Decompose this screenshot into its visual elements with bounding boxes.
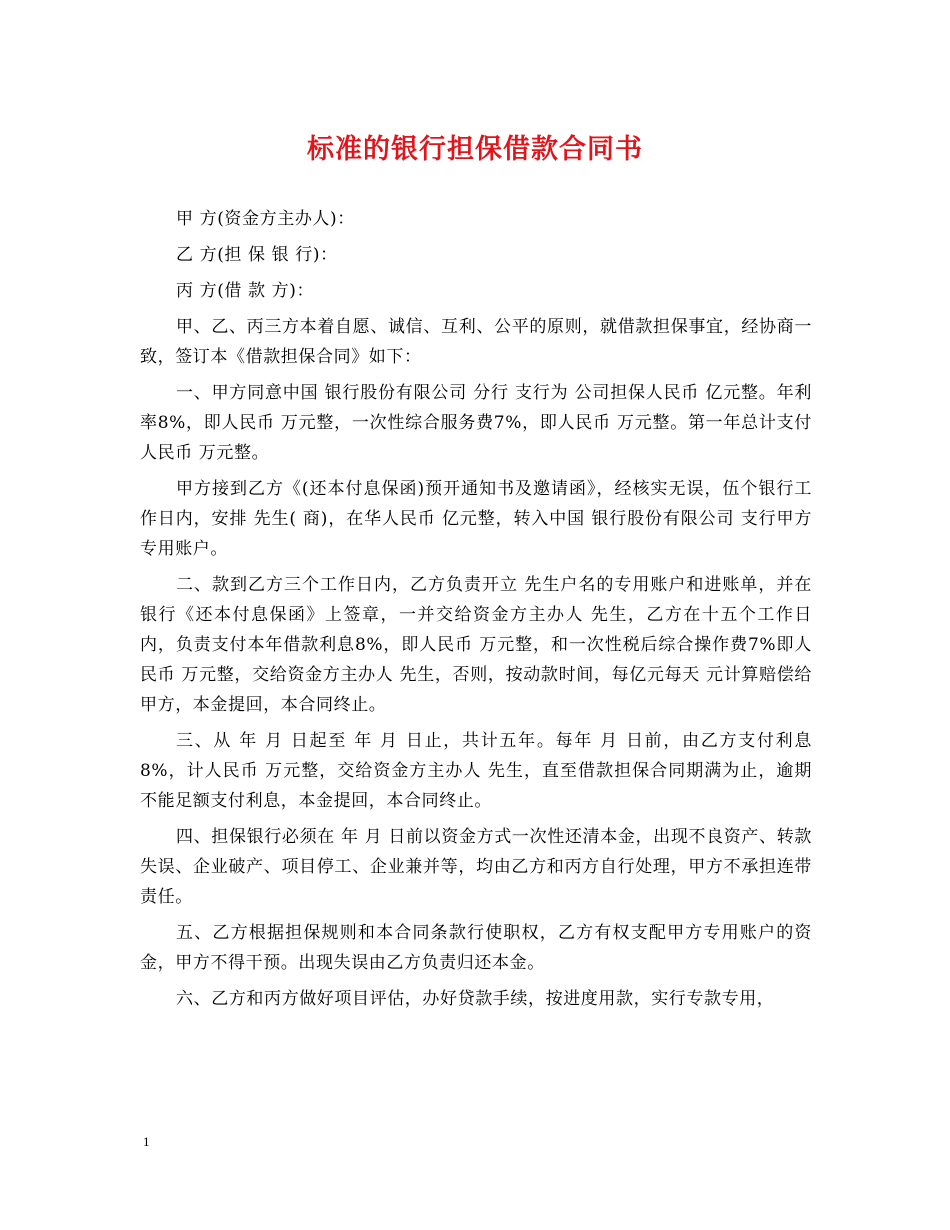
party-b-line: 乙 方(担 保 银 行)： xyxy=(176,245,338,265)
clause-1-continued-paragraph: 甲方接到乙方《(还本付息保函)预开通知书及邀请函》，经核实无误，伍个银行工作日内，安排 先生( 商)，在华人民币 亿元整，转入中国 银行股份有限公司 支行甲方专用账户。 xyxy=(140,479,812,559)
clause-5-paragraph: 五、乙方根据担保规则和本合同条款行使职权，乙方有权支配甲方专用账户的资金，甲方不得干预。出现失误由乙方负责归还本金。 xyxy=(140,923,812,973)
page-number: 1 xyxy=(143,1134,150,1149)
clause-6-paragraph: 六、乙方和丙方做好项目评估，办好贷款手续，按进度用款，实行专款专用， xyxy=(176,989,775,1009)
clause-1-paragraph: 一、甲方同意中国 银行股份有限公司 分行 支行为 公司担保人民币 亿元整。年利率8%，即人民币 万元整，一次性综合服务费7%，即人民币 万元整。第一年总计支付人民币 万元整。 xyxy=(140,383,812,463)
clause-4-paragraph: 四、担保银行必须在 年 月 日前以资金方式一次性还清本金，出现不良资产、转款失误、企业破产、项目停工、企业兼并等，均由乙方和丙方自行处理，甲方不承担连带责任。 xyxy=(140,827,812,907)
document-title: 标准的银行担保借款合同书 xyxy=(307,134,643,165)
clause-2-paragraph: 二、款到乙方三个工作日内，乙方负责开立 先生户名的专用账户和进账单，并在银行《还本付息保函》上签章，一并交给资金方主办人 先生，乙方在十五个工作日内，负责支付本年借款利息8%，即人民币 万元整，和一次性税后综合操作费7%即人民币 万元整，交给资金方主办人 先生，否则，按动款时间，每亿元每天 元计算赔偿给甲方，本金提回，本合同终止。 xyxy=(140,575,812,715)
party-a-line: 甲 方(资金方主办人)： xyxy=(176,209,355,229)
party-c-line: 丙 方(借 款 方)： xyxy=(176,281,315,301)
preamble-paragraph: 甲、乙、丙三方本着自愿、诚信、互利、公平的原则，就借款担保事宜，经协商一致，签订本《借款担保合同》如下： xyxy=(140,317,812,367)
clause-3-paragraph: 三、从 年 月 日起至 年 月 日止，共计五年。每年 月 日前，由乙方支付利息8%，计人民币 万元整，交给资金方主办人 先生，直至借款担保合同期满为止，逾期不能足额支付利息，本金提回，本合同终止。 xyxy=(140,731,812,811)
document-body xyxy=(140,204,812,1020)
